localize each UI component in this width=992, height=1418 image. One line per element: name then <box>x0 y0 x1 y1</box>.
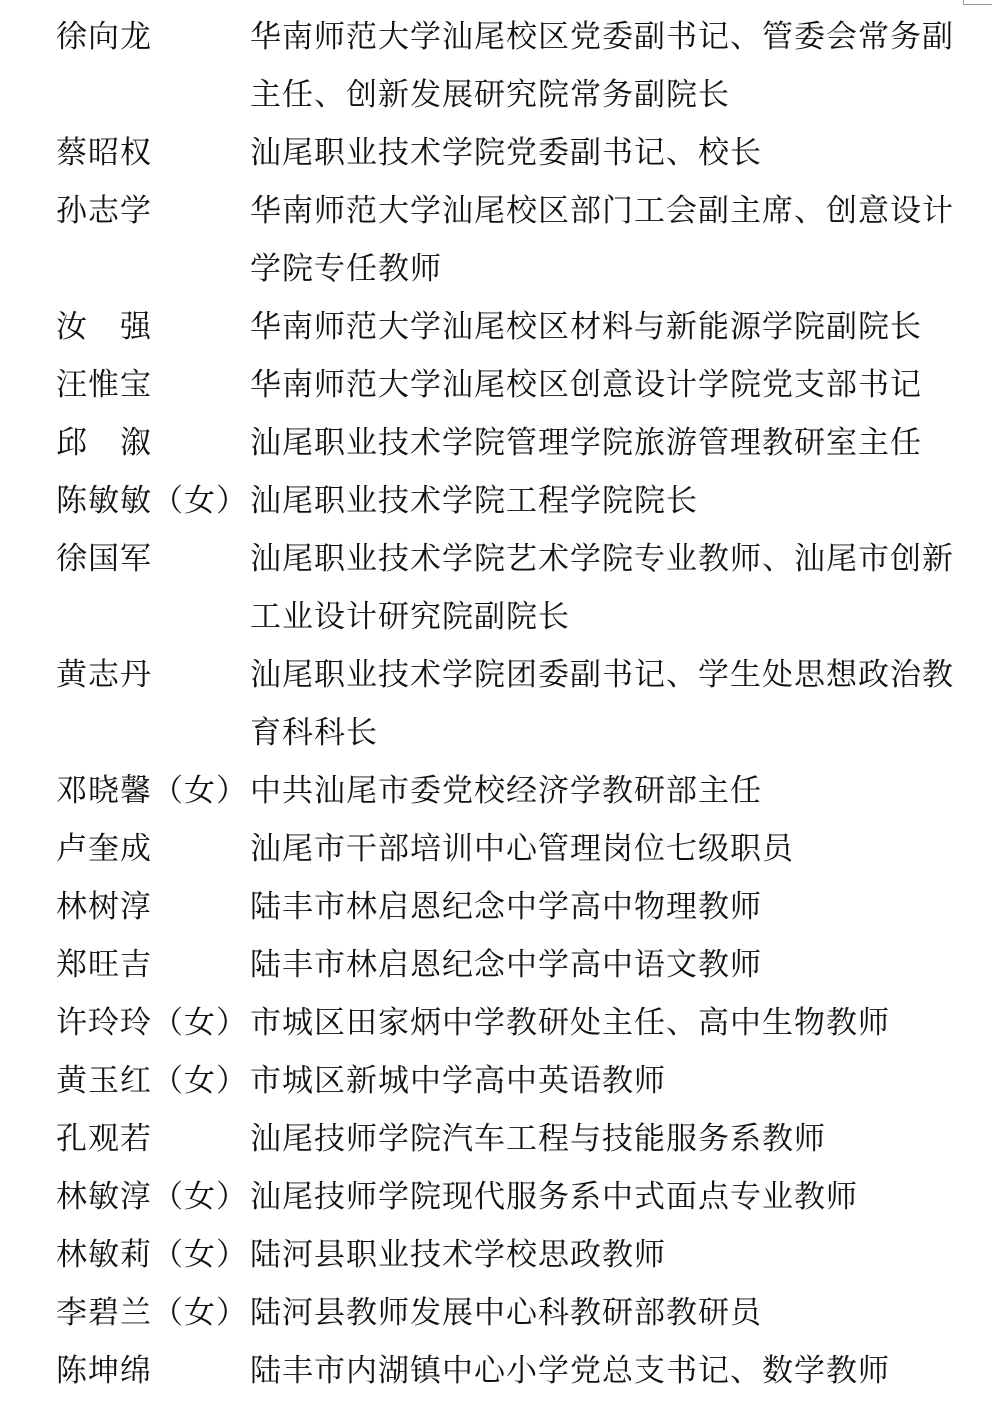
list-item <box>0 530 992 646</box>
person-position: 汕尾职业技术学院艺术学院专业教师、汕尾市创新工业设计研究院副院长 <box>250 541 954 635</box>
person-position: 华南师范大学汕尾校区创意设计学院党支部书记 <box>250 367 922 403</box>
list-item <box>0 356 992 414</box>
person-position: 汕尾职业技术学院工程学院院长 <box>250 483 698 519</box>
person-position: 中共汕尾市委党校经济学教研部主任 <box>250 773 762 809</box>
person-position: 汕尾职业技术学院团委副书记、学生处思想政治教育科科长 <box>250 657 954 751</box>
name-list <box>0 8 992 1400</box>
person-position: 汕尾职业技术学院党委副书记、校长 <box>250 135 762 171</box>
person-name: 林敏莉（女） <box>56 1237 248 1273</box>
list-item <box>0 994 992 1052</box>
person-name: 徐国军 <box>56 541 152 577</box>
person-position: 华南师范大学汕尾校区部门工会副主席、创意设计学院专任教师 <box>250 193 954 287</box>
list-item <box>0 1226 992 1284</box>
person-position: 汕尾职业技术学院管理学院旅游管理教研室主任 <box>250 425 922 461</box>
list-item <box>0 1342 992 1400</box>
list-item <box>0 298 992 356</box>
person-position: 陆丰市林启恩纪念中学高中语文教师 <box>250 947 762 983</box>
person-name: 李碧兰（女） <box>56 1295 248 1331</box>
person-position: 市城区新城中学高中英语教师 <box>250 1063 666 1099</box>
person-name: 郑旺吉 <box>56 947 152 983</box>
list-item <box>0 182 992 298</box>
person-name: 汪惟宝 <box>56 367 152 403</box>
list-item <box>0 1110 992 1168</box>
list-item <box>0 124 992 182</box>
person-position: 华南师范大学汕尾校区材料与新能源学院副院长 <box>250 309 922 345</box>
person-position: 陆丰市内湖镇中心小学党总支书记、数学教师 <box>250 1353 890 1389</box>
list-item <box>0 472 992 530</box>
person-position: 华南师范大学汕尾校区党委副书记、管委会常务副主任、创新发展研究院常务副院长 <box>250 19 954 113</box>
list-item <box>0 1052 992 1110</box>
person-name: 汝 强 <box>56 309 152 345</box>
person-position: 陆丰市林启恩纪念中学高中物理教师 <box>250 889 762 925</box>
person-name: 孔观若 <box>56 1121 152 1157</box>
person-position: 陆河县教师发展中心科教研部教研员 <box>250 1295 762 1331</box>
person-name: 邱 溆 <box>56 425 152 461</box>
person-name: 林树淳 <box>56 889 152 925</box>
person-name: 孙志学 <box>56 193 152 229</box>
person-position: 汕尾技师学院汽车工程与技能服务系教师 <box>250 1121 826 1157</box>
person-position: 市城区田家炳中学教研处主任、高中生物教师 <box>250 1005 890 1041</box>
person-name: 卢奎成 <box>56 831 152 867</box>
list-item <box>0 8 992 124</box>
person-name: 黄志丹 <box>56 657 152 693</box>
person-name: 陈敏敏（女） <box>56 483 248 519</box>
person-name: 林敏淳（女） <box>56 1179 248 1215</box>
person-position: 汕尾技师学院现代服务系中式面点专业教师 <box>250 1179 858 1215</box>
person-name: 邓晓馨（女） <box>56 773 248 809</box>
person-position: 陆河县职业技术学校思政教师 <box>250 1237 666 1273</box>
person-name: 陈坤绵 <box>56 1353 152 1389</box>
list-item <box>0 1284 992 1342</box>
person-position: 汕尾市干部培训中心管理岗位七级职员 <box>250 831 794 867</box>
person-name: 蔡昭权 <box>56 135 152 171</box>
page-corner-mark <box>963 0 992 5</box>
list-item <box>0 1168 992 1226</box>
list-item <box>0 646 992 762</box>
list-item <box>0 762 992 820</box>
person-name: 许玲玲（女） <box>56 1005 248 1041</box>
list-item <box>0 936 992 994</box>
list-item <box>0 820 992 878</box>
list-item <box>0 414 992 472</box>
person-name: 徐向龙 <box>56 19 152 55</box>
list-item <box>0 878 992 936</box>
person-name: 黄玉红（女） <box>56 1063 248 1099</box>
